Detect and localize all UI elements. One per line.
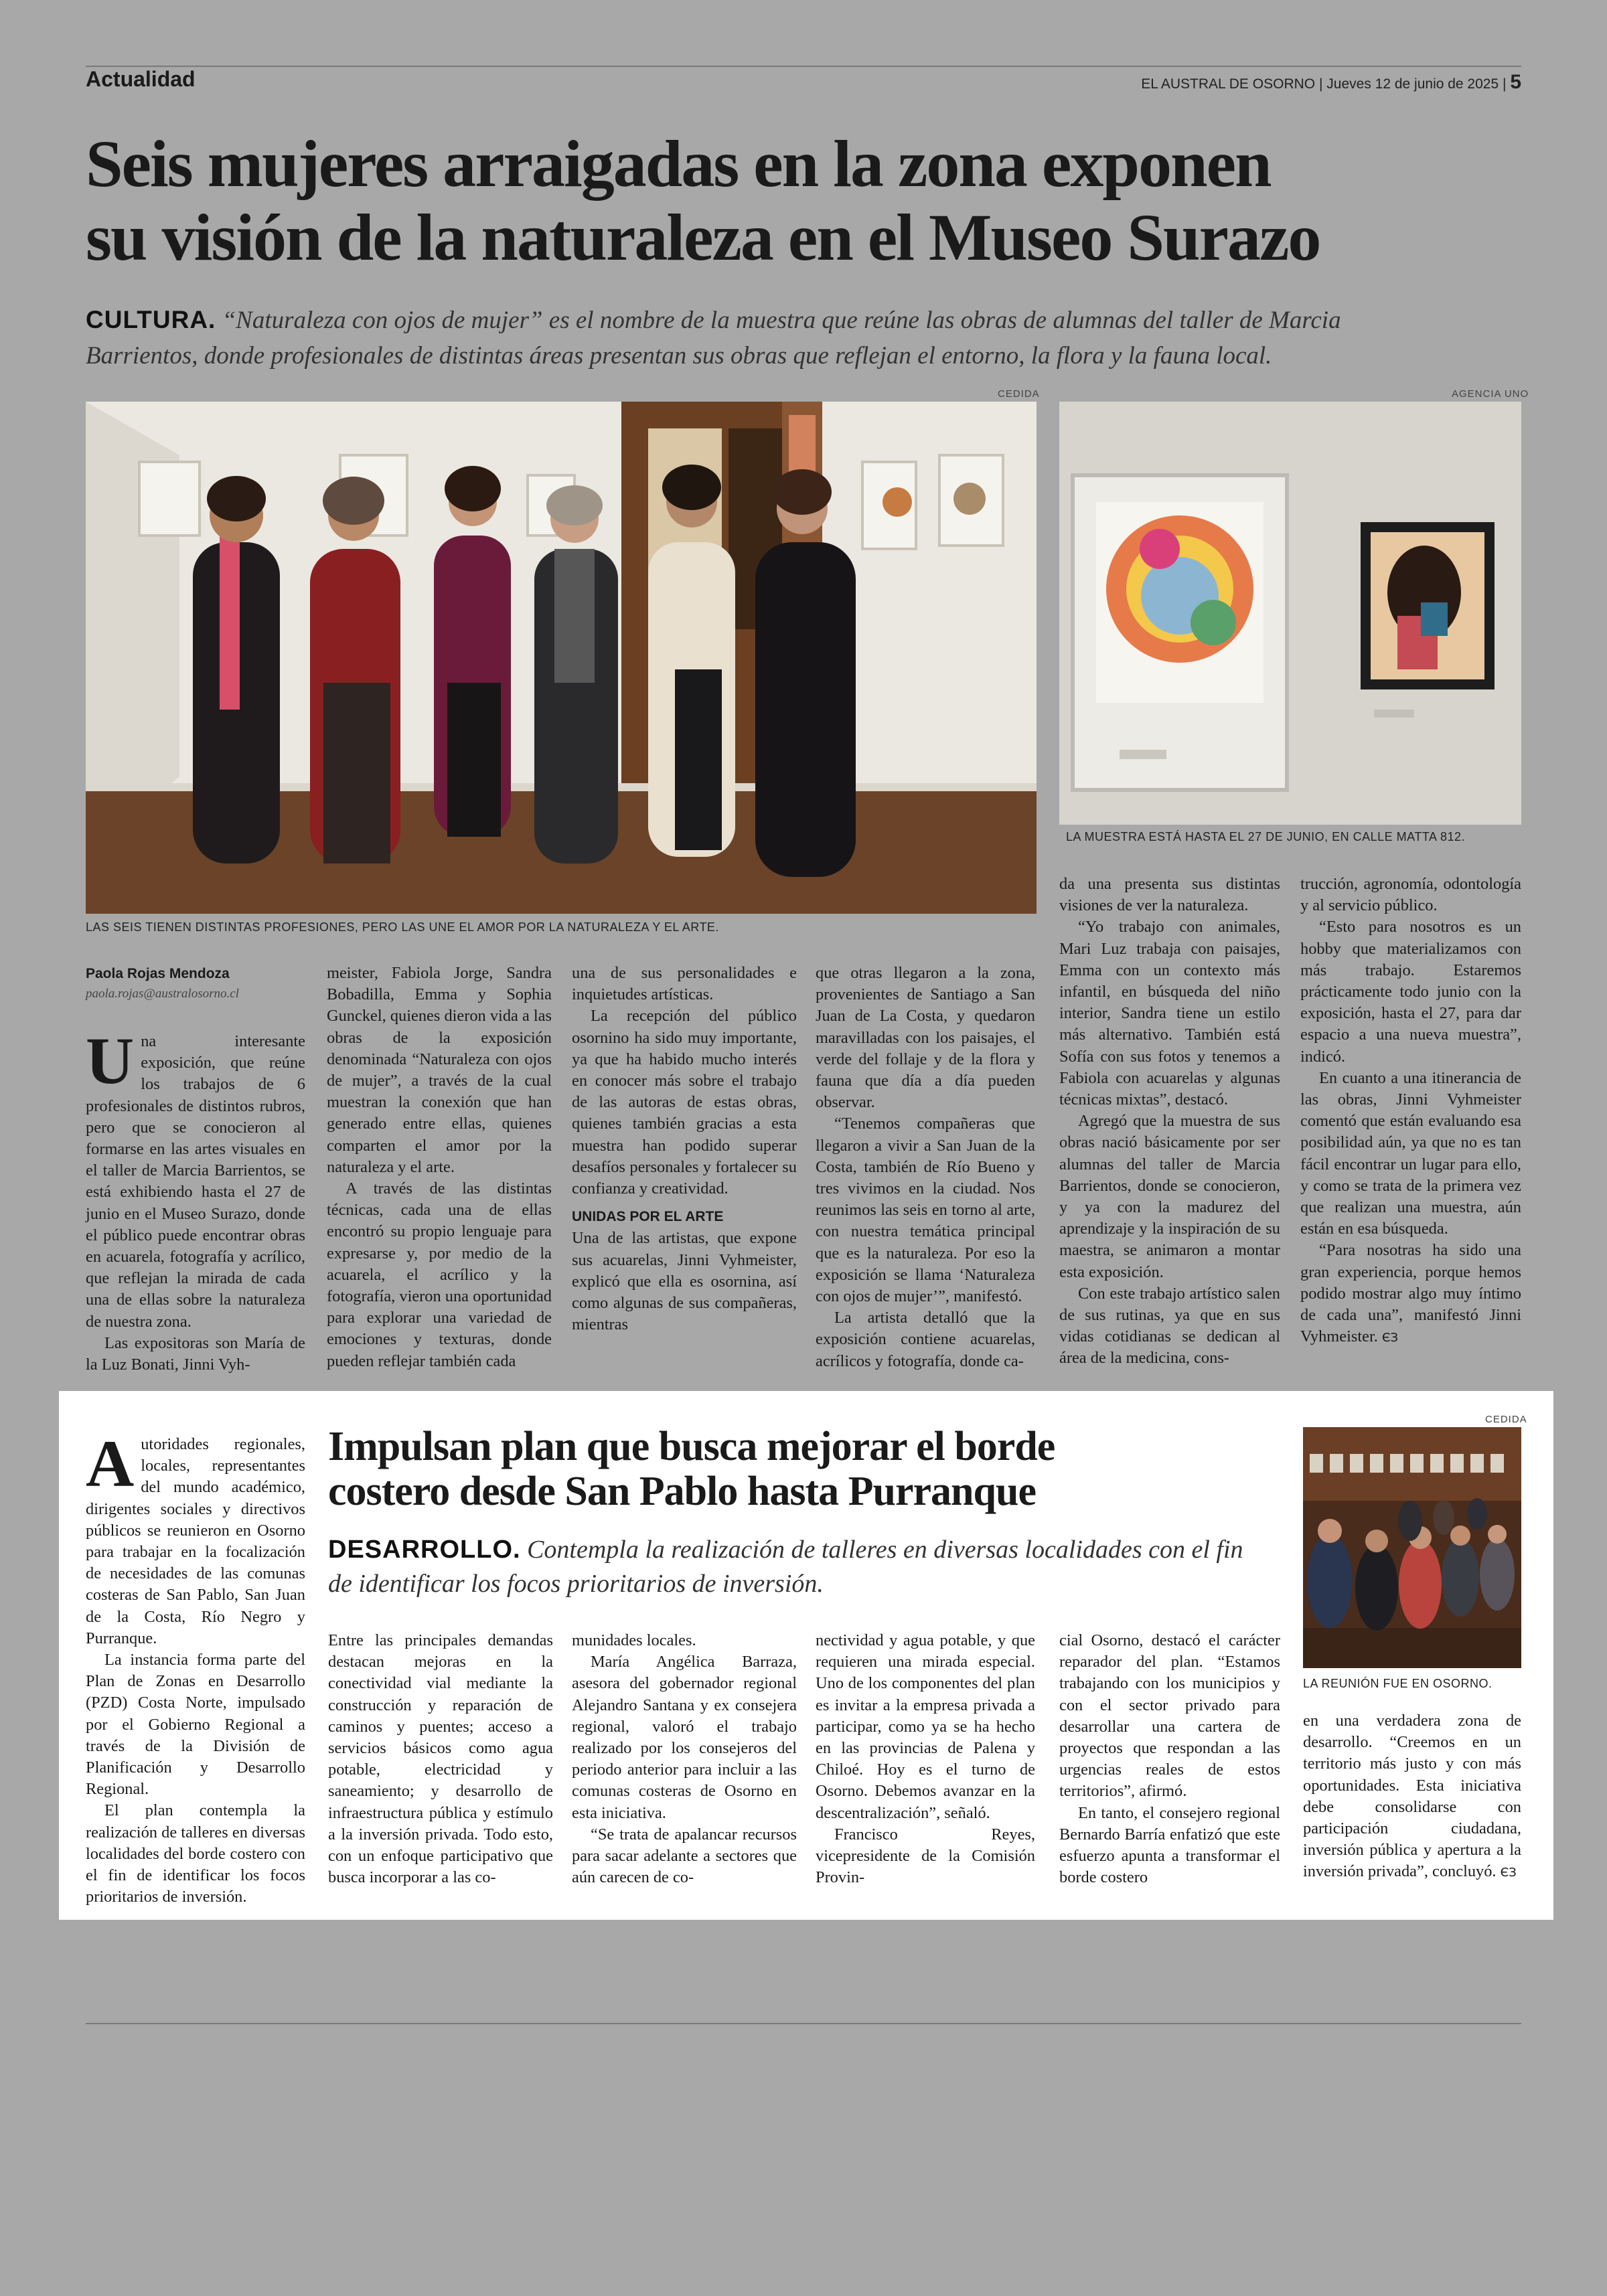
body-paragraph: “Se trata de apalancar recursos para sacar adelante a sectores que aún carecen de co-: [572, 1825, 797, 1887]
body-paragraph: En tanto, el consejero regional Bernardo Barría enfatizó que este esfuerzo apunta a transformar el borde costero: [1059, 1803, 1280, 1887]
headline-line-2: su visión de la naturaleza en el Museo Surazo: [86, 200, 1320, 274]
body-paragraph: Una de las artistas, que expone sus acuarelas, Jinni Vyhmeister, explicó que ella es osornina, así como algunas de sus compañeras, mientras: [572, 1229, 797, 1334]
body-paragraph: una de sus personalidades e inquietudes artísticas.: [572, 964, 797, 1004]
body-paragraph: “Esto para nosotros es un hobby que materializamos con más trabajo. Estaremos prácticamente todo junio con la exposición, hasta el 27, para dar espacio a una nueva muestra”, indicó.: [1300, 918, 1521, 1066]
end-mark: ЄЗ: [1500, 1866, 1517, 1880]
body-paragraph: meister, Fabiola Jorge, Sandra Bobadilla, Emma y Sophia Gunckel, quienes dieron vida a las obras de la exposición denominada “Naturaleza con ojos de mujer”, a través de la cual muestran la conexión que han generado entre ellas, quienes comparten el amor por la naturaleza y el arte.: [327, 964, 552, 1176]
body-paragraph: [1300, 1240, 1521, 1349]
article-column-1: [86, 1023, 305, 1376]
body-paragraph: que otras llegaron a la zona, provenientes de Santiago a San Juan de La Costa, y quedaron maravilladas con los paisajes, el verde del follaje y de la flora y fauna que día a día pueden observar.: [816, 964, 1035, 1112]
body-paragraph: “Tenemos compañeras que llegaron a vivir a San Juan de la Costa, también de Río Bueno y tres vivimos en la ciudad. Nos reunimos las seis en torno al arte, con nuestra temática principal que es la naturaleza. Por eso la exposición se llama ‘Naturaleza con ojos de mujer’”, manifestó.: [816, 1115, 1035, 1306]
article2-column-3: [572, 1630, 797, 1888]
main-deck: [86, 303, 1458, 374]
deck-kicker: CULTURA.: [86, 306, 216, 333]
photo-caption: LA REUNIÓN FUE EN OSORNO.: [1303, 1677, 1493, 1690]
exhibit-photo: [1059, 402, 1521, 825]
body-paragraph: munidades locales.: [572, 1631, 696, 1649]
bottom-rule: [86, 2023, 1521, 2024]
photo-caption: LA MUESTRA ESTÁ HASTA EL 27 DE JUNIO, EN CALLE MATTA 812.: [1066, 830, 1466, 843]
photo-credit: AGENCIA UNO: [1452, 388, 1529, 400]
body-paragraph: nectividad y agua potable, y que requieren una mirada especial. Uno de los componentes del plan es invitar a la empresa privada a participar, como ya se ha hecho en las provincias de Palena y Chiloé. Hoy es el turno de Osorno. Debemos avanzar en la descentralización”, señaló.: [816, 1631, 1035, 1822]
byline-author: Paola Rojas Mendoza: [86, 966, 230, 981]
drop-cap: U: [86, 1023, 135, 1098]
secondary-deck: [328, 1533, 1266, 1602]
body-paragraph: da una presenta sus distintas visiones de ver la naturaleza.: [1059, 875, 1280, 915]
body-paragraph: [1303, 1710, 1521, 1884]
paper-name: EL AUSTRAL DE OSORNO: [1141, 76, 1316, 92]
folio-separator: |: [1318, 76, 1323, 92]
secondary-headline: [328, 1424, 1266, 1514]
deck-kicker: DESARROLLO.: [328, 1536, 521, 1564]
article2-column-6: [1303, 1710, 1521, 1884]
end-mark: ЄЗ: [1381, 1331, 1399, 1345]
byline-email: paola.rojas@australosorno.cl: [86, 987, 239, 1001]
body-paragraph: utoridades regionales, locales, representantes del mundo académico, dirigentes sociales y directivos públicos se reunieron en Osorno para trabajar en la focalización de necesidades de las comunas costeras de San Pablo, San Juan de la Costa, Río Negro y Purranque.: [86, 1435, 305, 1647]
body-paragraph: La artista detalló que la exposición contiene acuarelas, acrílicos y fotografía, donde ca-: [816, 1309, 1035, 1370]
article-column-4: [816, 963, 1035, 1372]
meeting-photo: [1303, 1427, 1521, 1668]
article-column-2: [327, 963, 552, 1372]
body-paragraph: En cuanto a una itinerancia de las obras, Jinni Vyhmeister comentó que están evaluando esa posibilidad aún, ya que no es tan fácil encontrar un lugar para ello, y como se trata de la primera vez que realizan una muestra, aún están en esa búsqueda.: [1300, 1068, 1521, 1238]
body-paragraph: “Yo trabajo con animales, Mari Luz trabaja con paisajes, Emma con un contexto más infantil, en búsqueda del niño interior, Sandra tiene un estilo más alternativo. También está Sofía con sus fotos y tenemos a Fabiola con acuarelas y algunas técnicas mixtas”, destacó.: [1059, 918, 1280, 1109]
drop-cap: A: [86, 1426, 135, 1501]
body-paragraph: La recepción del público osornino ha sido muy importante, ya que ha habido mucho interés en conocer más sobre el trabajo de las autoras de estas obras, quienes también gracias a esta muestra han podido superar desafíos personales y fortalecer su confianza y creatividad.: [572, 1007, 797, 1198]
photo-caption: LAS SEIS TIENEN DISTINTAS PROFESIONES, PERO LAS UNE EL AMOR POR LA NATURALEZA Y EL ARTE.: [86, 920, 719, 934]
body-paragraph: Entre las principales demandas destacan mejoras en la conectividad vial mediante la construcción y reparación de caminos y puentes; acceso a servicios básicos como agua potable, electricidad y saneamiento; y desarrollo de infraestructura pública y estímulo a la inversión privada. Todo esto, con un enfoque participativo que busca incorporar a las co-: [328, 1631, 553, 1887]
group-photo-illustration: [86, 402, 1037, 914]
main-headline: [86, 127, 1525, 274]
body-paragraph: Las expositoras son María de la Luz Bonati, Jinni Vyh-: [86, 1333, 305, 1374]
headline-line-1: Impulsan plan que busca mejorar el borde: [328, 1424, 1055, 1469]
top-rule: [86, 66, 1521, 67]
group-photo: [86, 402, 1037, 914]
headline-line-1: Seis mujeres arraigadas en la zona exponen: [86, 127, 1271, 201]
body-paragraph-text: “Para nosotras ha sido una gran experiencia, porque hemos podido mostrar algo muy íntimo de cada una”, manifestó Jinni Vyhmeister.: [1300, 1241, 1521, 1346]
headline-line-2: costero desde San Pablo hasta Purranque: [328, 1468, 1036, 1514]
article-column-6: [1300, 874, 1521, 1349]
article-column-3: [572, 963, 797, 1335]
meeting-photo-illustration: [1303, 1427, 1521, 1668]
body-paragraph: na interesante exposición, que reúne los trabajos de 6 profesionales de distintos rubros, pero que se conocieron al formarse en las artes visuales en el taller de Marcia Barrientos, se está exhibiendo hasta el 27 de junio en el Museo Surazo, donde el público puede encontrar obras en acuarela, fotografía y acrílico, que reflejan la mirada de cada una de ellas sobre la naturaleza de nuestra zona.: [86, 1032, 305, 1331]
body-paragraph: Agregó que la muestra de sus obras nació básicamente por ser alumnas del taller de Marcia Barrientos, donde se conocieron, y ya con la madurez del aprendizaje y la inspiración de su maestra, se animaron a montar esta exposición.: [1059, 1112, 1280, 1281]
body-paragraph: A través de las distintas técnicas, cada una de ellas encontró su propio lenguaje para expresarse y, por medio de la acuarela, el acrílico y la fotografía, vieron una oportunidad para explorar una variedad de emociones y texturas, donde pueden reflejar también cada: [327, 1179, 552, 1370]
deck-text: Contempla la realización de talleres en diversas localidades con el fin de identificar los focos prioritarios de inversión.: [328, 1536, 1243, 1598]
article2-column-2: [328, 1630, 553, 1888]
article2-column-1: [86, 1426, 305, 1908]
article2-column-4: [816, 1630, 1035, 1888]
exhibit-photo-illustration: [1059, 402, 1521, 825]
article-column-5: [1059, 874, 1280, 1370]
body-paragraph: María Angélica Barraza, asesora del gobernador regional Alejandro Santana y ex consejera regional, valoró el trabajo realizado por los consejeros del periodo anterior para incluir a las comunas costeras de Osorno en esta iniciativa.: [572, 1653, 797, 1822]
photo-credit: CEDIDA: [1485, 1414, 1527, 1425]
deck-text: “Naturaleza con ojos de mujer” es el nombre de la muestra que reúne las obras de alumnas del taller de Marcia Barrientos, donde profesionales de distintas áreas presentan sus obras que reflejan el entorno, la flora y la fauna local.: [86, 307, 1341, 370]
body-paragraph-text: en una verdadera zona de desarrollo. “Creemos en un territorio más justo y con más oportunidades. Esta iniciativa debe consolidarse con participación ciudadana, inversión pública y apertura a la inversión privada”, concluyó.: [1303, 1712, 1521, 1881]
folio-separator: |: [1503, 76, 1507, 92]
section-label: Actualidad: [86, 67, 196, 91]
folio: [1141, 71, 1521, 94]
body-paragraph: El plan contempla la realización de talleres en diversas localidades del borde costero con el fin de identificar los focos prioritarios de inversión.: [86, 1801, 305, 1906]
subhead: UNIDAS POR EL ARTE: [572, 1209, 724, 1225]
page-number: 5: [1510, 71, 1521, 93]
photo-credit: CEDIDA: [998, 388, 1040, 400]
body-paragraph: cial Osorno, destacó el carácter reparador del plan. “Estamos trabajando con los municipios y con el sector privado para desarrollar una cartera de proyectos que respondan a las urgencias reales de estos territorios”, afirmó.: [1059, 1631, 1280, 1801]
body-paragraph: Francisco Reyes, vicepresidente de la Comisión Provin-: [816, 1825, 1035, 1887]
body-paragraph: La instancia forma parte del Plan de Zonas en Desarrollo (PZD) Costa Norte, impulsado por el Gobierno Regional a través de la División de Planificación y Desarrollo Regional.: [86, 1651, 305, 1799]
body-paragraph: Con este trabajo artístico salen de sus rutinas, ya que en sus vidas cotidianas se dedican al área de la medicina, cons-: [1059, 1284, 1280, 1368]
issue-date: Jueves 12 de junio de 2025: [1326, 76, 1499, 92]
article2-column-5: [1059, 1630, 1280, 1888]
body-paragraph: trucción, agronomía, odontología y al servicio público.: [1300, 875, 1521, 915]
